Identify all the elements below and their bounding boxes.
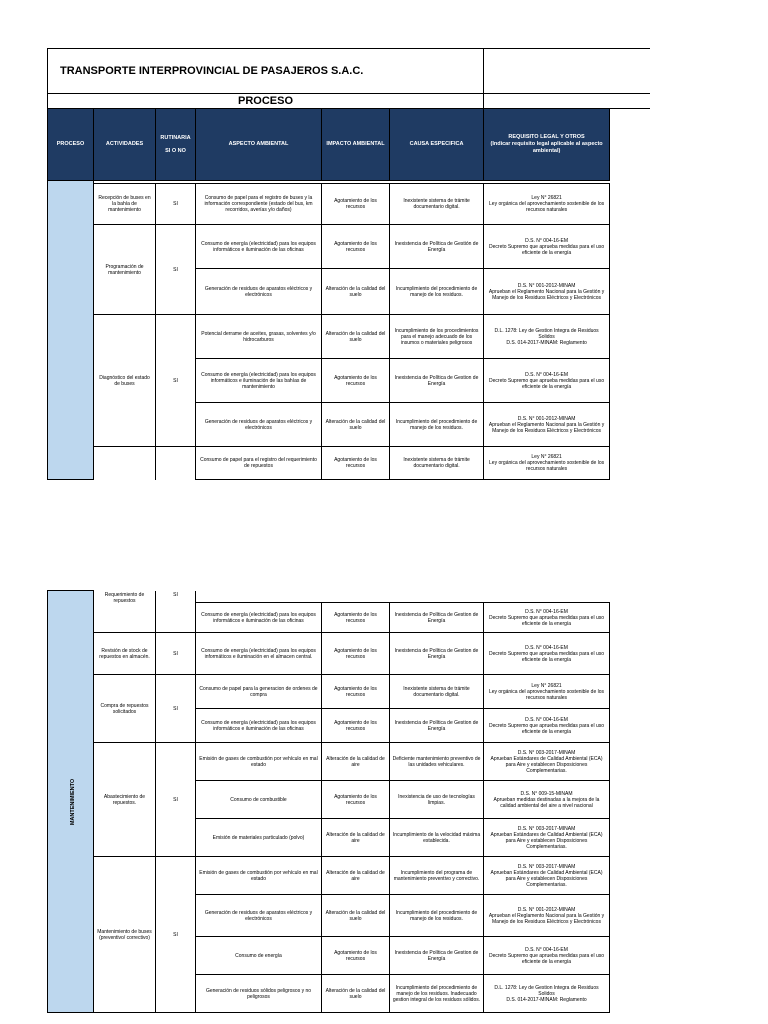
impacto-cell: Agotamiento de los recursos (322, 447, 390, 480)
impacto-cell: Agotamiento de los recursos (322, 359, 390, 403)
aspecto-cell: Consumo de energía (196, 937, 322, 975)
requisito-code: D.L. 1278: Ley de Gestion Integra de Residuos Solidos (494, 984, 599, 997)
table-row (48, 315, 650, 359)
table-row (48, 447, 650, 480)
header-proceso: PROCESO (48, 109, 94, 181)
impacto-cell: Alteración de la calidad de aire (322, 857, 390, 895)
requisito-desc: Aprueban Estándares de Calidad Ambiental (ECA) para Aire y establecen Disposiciones Complementarias. (490, 831, 603, 850)
rutinaria-cell: SI (156, 184, 196, 225)
table-row (48, 857, 650, 895)
activity-cell: Mantenimiento de buses (preventivo/ correctivo) (94, 857, 156, 1013)
aspecto-cell: Generación de residuos sólidos peligrosos y no peligrosos (196, 975, 322, 1013)
requisito-desc: Aprueban el Reglamento Nacional para la Gestión y Manejo de los Residuos Eléctricos y Electrónicos (488, 912, 605, 925)
requisito-code: D.S. N° 003-2017-MINAM (517, 825, 576, 832)
header-requisito (484, 109, 610, 181)
causa-cell: Inexistencia de uso de tecnologías limpias. (390, 781, 484, 819)
requisito-code: D.S. N° 004-16-EM (525, 644, 568, 651)
causa-cell: Inexistencia de Política de Gestion de Energía (390, 709, 484, 743)
requisito-code: Ley N° 26821 (531, 682, 562, 689)
requisito-cell (484, 819, 610, 857)
impacto-cell: Alteración de la calidad del suelo (322, 403, 390, 447)
header-requisito-sub: (Indicar requisito legal aplicable al aspecto ambiental) (490, 141, 603, 154)
process-cell (48, 591, 94, 1013)
table-row (48, 184, 650, 225)
aspecto-cell: Consumo de energía (electricidad) para los equipos informáticos e iluminación de las oficinas (196, 709, 322, 743)
causa-cell: Inexistencia de Política de Gestion de Energía (390, 633, 484, 675)
requisito-desc: Aprueban el Reglamento Nacional para la Gestión y Manejo de los Residuos Eléctricos y Electrónicos (488, 288, 605, 301)
table-row (48, 675, 650, 709)
requisito-code: D.S. N° 001-2012-MINAM (517, 906, 576, 913)
impacto-cell: Agotamiento de los recursos (322, 937, 390, 975)
requisito-desc: Decreto Supremo que aprueba medidas para el uso eficiente de la energía (489, 243, 605, 256)
requisito-cell (484, 403, 610, 447)
impacto-cell: Alteración de la calidad del suelo (322, 269, 390, 315)
causa-cell: Inexistencia de Política de Gestión de Energía (390, 225, 484, 269)
activity-cell: Programación de mantenimiento (94, 225, 156, 315)
aspecto-cell: Potencial derrame de aceites, grasas, solventes y/o hidrocarburos (196, 315, 322, 359)
rutinaria-cell: SI (156, 591, 196, 633)
requisito-code: D.S. N° 004-16-EM (525, 371, 568, 378)
impacto-cell: Agotamiento de los recursos (322, 675, 390, 709)
table-row (48, 225, 650, 269)
header-causa: CAUSA ESPECIFICA (390, 109, 484, 181)
requisito-cell (484, 781, 610, 819)
requisito-cell (484, 269, 610, 315)
company-title: TRANSPORTE INTERPROVINCIAL DE PASAJEROS S.A.C. (48, 49, 484, 94)
requisito-desc: Aprueban el Reglamento Nacional para la Gestión y Manejo de los Residuos Eléctricos y Electrónicos (488, 421, 605, 434)
requisito-desc: D.S. 014-2017-MINAM: Reglamento (506, 996, 587, 1003)
requisito-code: D.S. N° 004-16-EM (525, 608, 568, 615)
activity-cell: Diagnóstico del estado de buses (94, 315, 156, 447)
aspecto-cell: Consumo de combustible (196, 781, 322, 819)
causa-cell: Inexistente sistema de trámite documentario digital. (390, 184, 484, 225)
causa-cell: Incumplimiento del procedimiento de manejo de los residuos. (390, 895, 484, 937)
requisito-code: D.S. N° 004-16-EM (525, 716, 568, 723)
impacto-cell: Agotamiento de los recursos (322, 603, 390, 633)
section-blank-cell (484, 94, 650, 109)
requisito-desc: Aprueban Estándares de Calidad Ambiental (ECA) para Aire y establecen Disposiciones Complementarias. (490, 869, 603, 888)
aspecto-cell: Generación de residuos de aparatos eléctricos y electrónicos (196, 895, 322, 937)
causa-cell: Incumplimiento del procedimiento de manejo de los residuos. (390, 403, 484, 447)
requisito-cell (484, 184, 610, 225)
activity-cell: Requerimiento de repuestos (94, 591, 156, 633)
requisito-cell (484, 709, 610, 743)
activity-cell: Abastecimiento de repuestos. (94, 743, 156, 857)
rutinaria-cell: SI (156, 633, 196, 675)
requisito-cell (484, 937, 610, 975)
causa-cell: Incumplimiento de la velocidad máxima establecida. (390, 819, 484, 857)
requisito-code: Ley N° 26821 (531, 195, 562, 201)
requisito-code: D.S. N° 001-2012-MINAM (517, 282, 576, 289)
header-rutinaria (156, 109, 196, 181)
requisito-cell (484, 447, 610, 480)
requisito-code: D.S. N° 003-2017-MINAM (517, 749, 576, 756)
requisito-cell (484, 633, 610, 675)
rutinaria-cell: SI (156, 857, 196, 1013)
requisito-cell (484, 359, 610, 403)
aspecto-cell: Generación de residuos de aparatos eléctricos y electrónicos (196, 403, 322, 447)
activity-cell-empty (94, 447, 156, 480)
requisito-cell (484, 675, 610, 709)
table-row (48, 743, 650, 781)
impacto-cell: Agotamiento de los recursos (322, 781, 390, 819)
requisito-cell (484, 225, 610, 269)
causa-cell: Deficiente mantenimiento preventivo de las unidades vehiculares. (390, 743, 484, 781)
requisito-desc: Decreto Supremo que aprueba medidas para el uso eficiente de la energía (489, 377, 605, 390)
rutinaria-cell: SI (156, 675, 196, 743)
requisito-code: D.S. N° 009-15-MINAM (520, 790, 573, 797)
aspecto-cell: Consumo de papel para el registro de buses y la información correspondiente (estado del bus, km recorridos, averías y/o daños) (196, 184, 322, 225)
requisito-code: D.S. N° 003-2017-MINAM (517, 863, 576, 870)
page-1-sheet (47, 48, 649, 480)
rutinaria-cell-empty (156, 447, 196, 480)
causa-cell: Inexistente sistema de trámite documentario digital. (390, 675, 484, 709)
impacto-cell: Alteración de la calidad de aire (322, 819, 390, 857)
header-aspecto: ASPECTO AMBIENTAL (196, 109, 322, 181)
requisito-desc: Decreto Supremo que aprueba medidas para el uso eficiente de la energía (488, 650, 605, 663)
causa-cell: Incumplimiento del procedimiento de manejo de los residuos. (390, 269, 484, 315)
causa-cell: Inexistente sistema de trámite documentario digital. (390, 447, 484, 480)
aspecto-cell: Emisión de gases de combustión por vehículo en mal estado (196, 857, 322, 895)
requisito-desc: Aprueban medidas destinadas a la mejora de la calidad ambiental del aire a nivel nacional (493, 796, 600, 809)
aspecto-cell: Generación de residuos de aparatos eléctricos y electrónicos (196, 269, 322, 315)
impacto-cell: Alteración de la calidad de aire (322, 743, 390, 781)
aspecto-cell: Consumo de energía (electricidad) para los equipos informáticos e iluminación de las oficinas (196, 603, 322, 633)
impacto-cell: Alteración de la calidad del suelo (322, 895, 390, 937)
rutinaria-cell: SI (156, 743, 196, 857)
table-header (48, 109, 650, 181)
section-title: PROCESO (48, 94, 484, 109)
rutinaria-cell: SI (156, 315, 196, 447)
causa-cell: Inexistencia de Política de Gestion de Energía (390, 359, 484, 403)
activity-cell: Revisión de stock de repuestos en almacén. (94, 633, 156, 675)
page-1-table (47, 48, 650, 480)
aspecto-cell: Consumo de energía (electricidad) para los equipos informáticos e iluminación en el almacen central. (196, 633, 322, 675)
requisito-desc: Decreto Supremo que aprueba medidas para el uso eficiente de la energía (488, 952, 605, 965)
aspecto-cell: Consumo de papel para la generacion de ordenes de compra (196, 675, 322, 709)
requisito-desc: Decreto Supremo que aprueba medidas para el uso eficiente de la energía (488, 722, 605, 735)
header-rutinaria-label: RUTINARIA (160, 134, 191, 141)
requisito-code: D.S. N° 004-16-EM (525, 237, 568, 244)
causa-cell: Incumplimiento de los procedimientos para el manejo adecuado de los insumos o materiales peligrosos (390, 315, 484, 359)
page-2-sheet (47, 590, 649, 1013)
causa-cell: Inexistencia de Política de Gestion de Energía (390, 937, 484, 975)
header-si-no-label: SI O NO (165, 147, 186, 154)
impacto-cell: Alteración de la calidad del suelo (322, 315, 390, 359)
aspecto-cell: Consumo de energía (electricidad) para los equipos informáticos e iluminación de las oficinas (196, 225, 322, 269)
page-2-table (47, 590, 650, 1013)
requisito-cell (484, 975, 610, 1013)
impacto-cell: Agotamiento de los recursos (322, 633, 390, 675)
requisito-cell (484, 895, 610, 937)
aspecto-cell: Emisión de materiales particulado (polvo) (196, 819, 322, 857)
aspecto-cell: Consumo de papel para el registro del requerimiento de repuestos (196, 447, 322, 480)
requisito-desc: Ley orgánica del aprovechamiento sostenible de los recursos naturales (489, 201, 605, 213)
requisito-desc: Aprueban Estándares de Calidad Ambiental (ECA) para Aire y establecen Disposiciones Complementarias. (490, 755, 603, 774)
activity-cell: Compra de repuestos solicitados (94, 675, 156, 743)
requisito-code: Ley N° 26821 (531, 454, 562, 460)
requisito-desc: Ley orgánica del aprovechamiento sostenible de los recursos naturales (489, 460, 605, 472)
impacto-cell: Agotamiento de los recursos (322, 225, 390, 269)
impacto-cell: Alteración de la calidad del suelo (322, 975, 390, 1013)
process-cell-page-1 (48, 181, 94, 480)
header-impacto: IMPACTO AMBIENTAL (322, 109, 390, 181)
causa-cell: Inexistencia de Política de Gestion de Energía (390, 603, 484, 633)
process-name: MANTENIMIENTO (70, 778, 77, 825)
requisito-code: D.S. N° 004-16-EM (525, 946, 568, 953)
requisito-cell (484, 743, 610, 781)
rutinaria-cell: SI (156, 225, 196, 315)
requisito-code: D.L. 1278: Ley de Gestion Integra de Residuos Solidos (494, 327, 599, 340)
causa-cell: Incumplimiento del programa de mantenimiento preventivo y correctivo. (390, 857, 484, 895)
header-actividades: ACTIVIDADES (94, 109, 156, 181)
aspecto-cell: Consumo de energía (electricidad) para los equipos informáticos e iluminación de las bahías de mantenimiento (196, 359, 322, 403)
title-blank-cell (484, 49, 650, 94)
requisito-cell (484, 603, 610, 633)
activity-cell: Recepción de buses en la bahía de mantenimiento (94, 184, 156, 225)
requisito-desc: Decreto Supremo que aprueba medidas para el uso eficiente de la energía (488, 614, 605, 627)
aspecto-cell: Emisión de gases de combustión por vehículo en mal estado (196, 743, 322, 781)
requisito-cell (484, 315, 610, 359)
requisito-desc: Ley orgánica del aprovechamiento sostenible de los recursos naturales (488, 688, 605, 701)
requisito-desc: D.S. 014-2017-MINAM: Reglamento (506, 339, 587, 346)
impacto-cell: Agotamiento de los recursos (322, 184, 390, 225)
header-requisito-label: REQUISITO LEGAL Y OTROS (508, 134, 585, 140)
impacto-cell: Agotamiento de los recursos (322, 709, 390, 743)
table-row (48, 633, 650, 675)
requisito-code: D.S. N° 001-2012-MINAM (517, 415, 576, 422)
causa-cell: Incumplimiento del procedimiento de manejo de los residuos. Inadecuado gestion integral de los residuos sólidos. (390, 975, 484, 1013)
requisito-cell (484, 857, 610, 895)
